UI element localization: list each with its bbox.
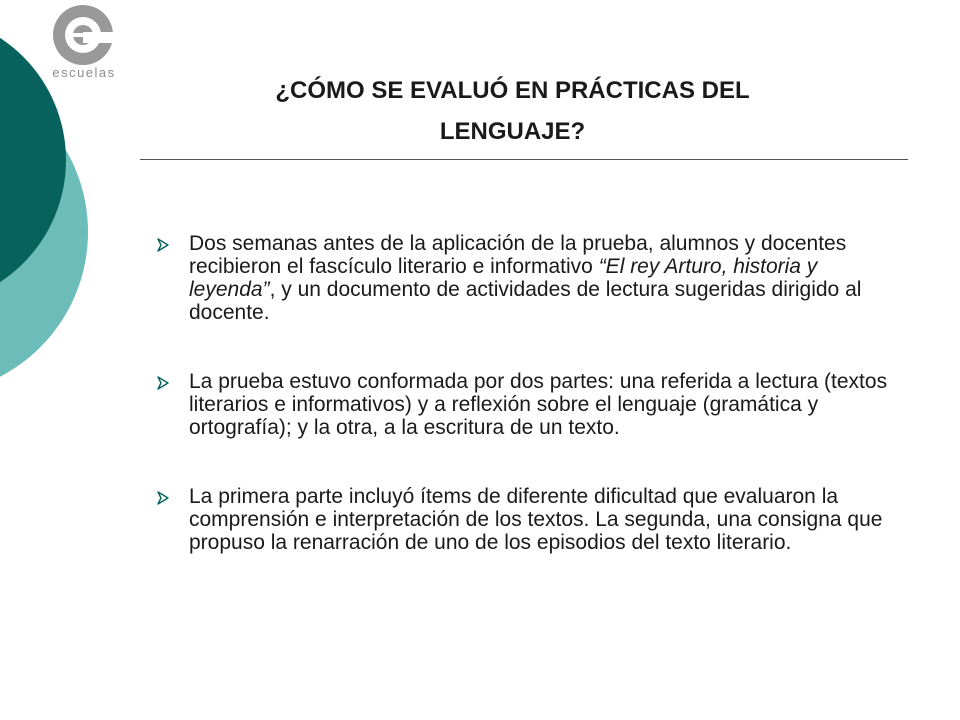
bullet-item xyxy=(156,485,896,554)
title-line-2: LENGUAJE? xyxy=(439,118,586,145)
arrow-bullet-icon xyxy=(156,238,170,252)
bullet-item xyxy=(156,370,896,439)
title-line-1: ¿CÓMO SE EVALUÓ EN PRÁCTICAS DEL xyxy=(275,77,750,104)
bullet-text-plain: Dos semanas antes de la aplicación de la prueba, alumnos y docentes recibieron el fascículo literario e informativo xyxy=(189,232,847,278)
logo-text: escuelas xyxy=(52,65,116,80)
bullet-text-plain-after: , y un documento de actividades de lectura sugeridas dirigido al docente. xyxy=(189,278,862,324)
bullet-text: La primera parte incluyó ítems de diferente dificultad que evaluaron la comprensión e interpretación de los textos. La segunda, una consigna que propuso la renarración de uno de los episodios del texto literario. xyxy=(189,485,883,554)
arrow-bullet-icon xyxy=(156,491,170,505)
bullet-list xyxy=(156,232,896,600)
bullet-text xyxy=(189,232,861,324)
title-divider xyxy=(140,159,908,160)
slide-title xyxy=(160,70,865,152)
bullet-text: La prueba estuvo conformada por dos partes: una referida a lectura (textos literarios e informativos) y a reflexión sobre el lenguaje (gramática y ortografía); y la otra, a la escritura de un texto. xyxy=(189,370,888,439)
bullet-item xyxy=(156,232,896,324)
bullet-text-italic: “El rey Arturo, historia y leyenda” xyxy=(189,255,818,301)
arrow-bullet-icon xyxy=(156,376,170,390)
